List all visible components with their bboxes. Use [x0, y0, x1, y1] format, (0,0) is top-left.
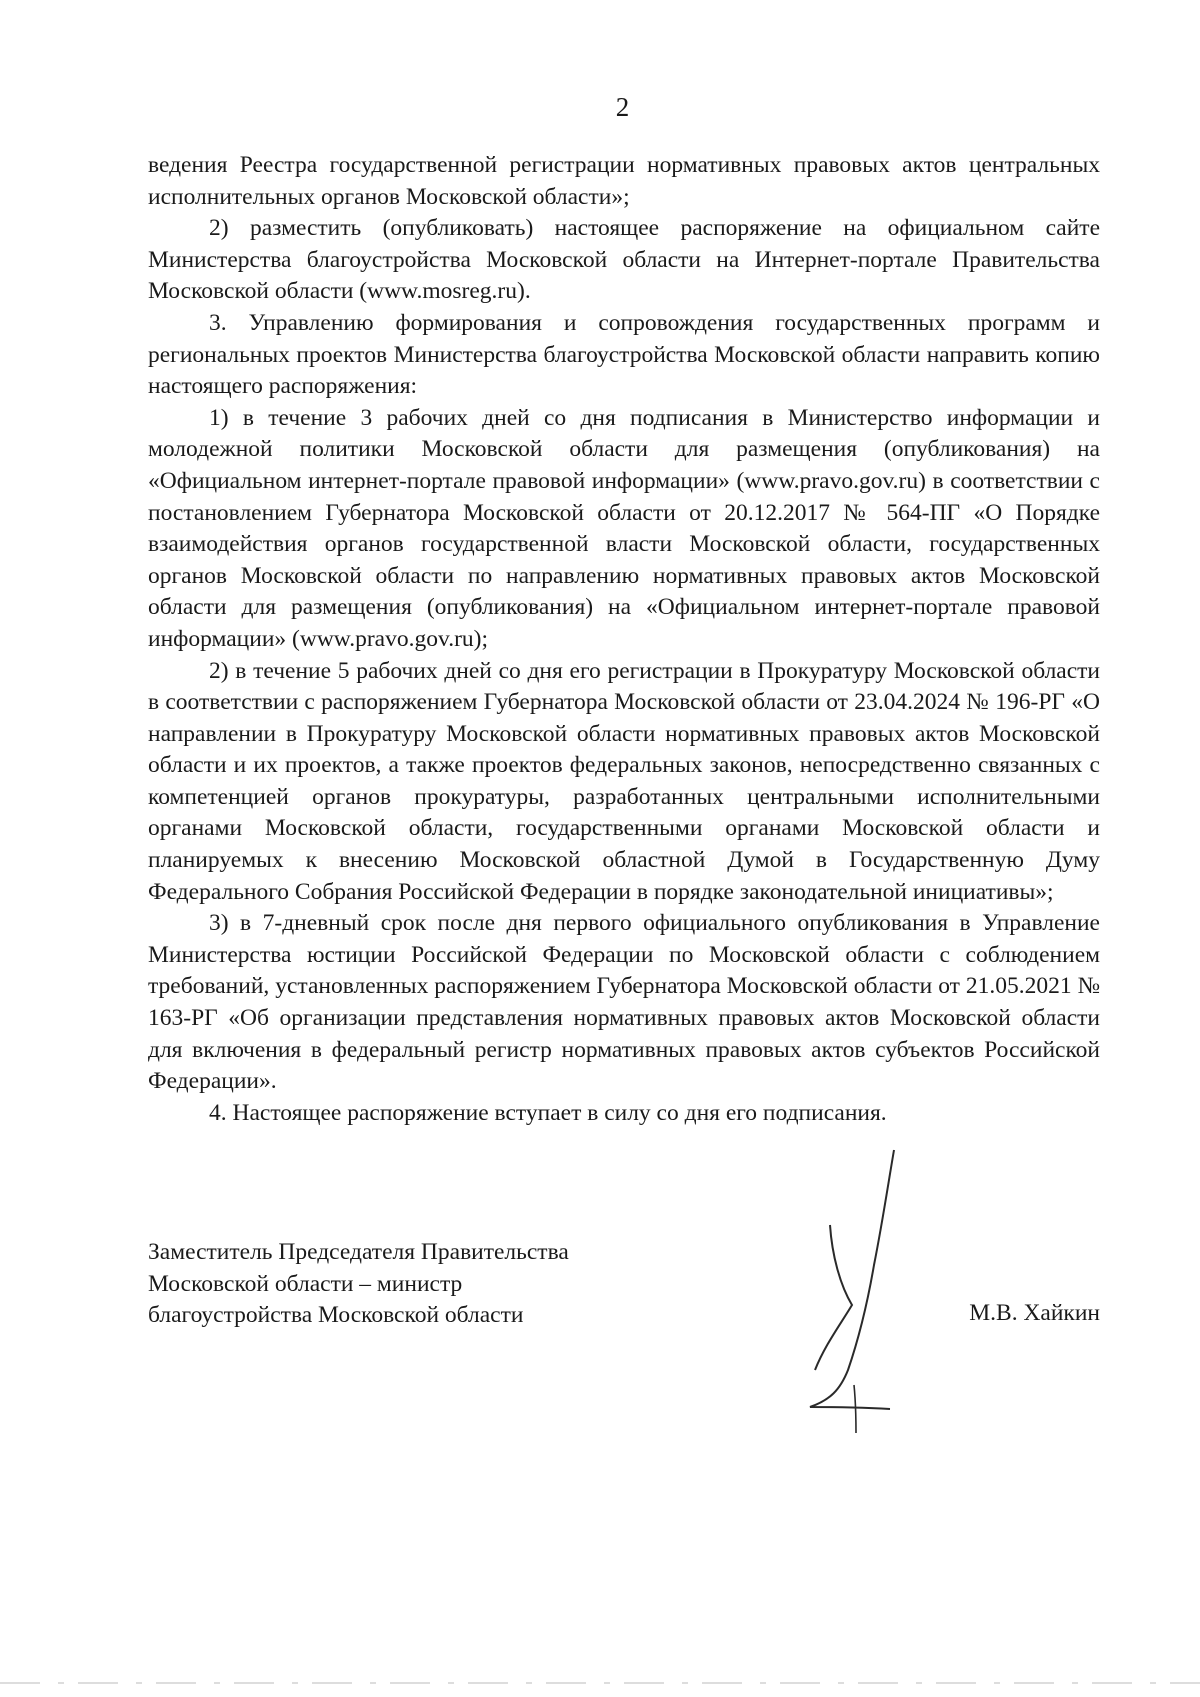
signatory-title-line: Заместитель Председателя Правительства [148, 1239, 569, 1265]
document-body [148, 150, 1100, 1129]
paragraph-item-3: 3) в 7-дневный срок после дня первого официального опубликования в Управление Министерства юстиции Российской Федерации по Московской области с соблюдением требований, установленных распоряжением Губернатора Московской области от 21.05.2021 № 163-РГ «Об организации представления нормативных правовых актов Московской области для включения в федеральный регистр нормативных правовых актов субъектов Российской Федерации». [148, 910, 1100, 1095]
signatory-title-line: Московской области – министр [148, 1270, 463, 1297]
signatory-name: М.В. Хайкин [969, 1300, 1100, 1326]
handwritten-signature [790, 1145, 930, 1435]
signatory-title-line: благоустройства Московской области [148, 1302, 524, 1328]
paragraph-clause-3: 3. Управлению формирования и сопровождения государственных программ и региональных проектов Министерства благоустройства Московской области направить копию настоящего распоряжения: [148, 309, 1100, 400]
paragraph-clause-4: 4. Настоящее распоряжение вступает в силу со дня его подписания. [209, 1099, 887, 1126]
paragraph-item-2: 2) в течение 5 рабочих дней со дня его регистрации в Прокуратуру Московской области в соответствии с распоряжением Губернатора Московской области от 23.04.2024 № 196-РГ «О направлении в Прокуратуру Московской области нормативных правовых актов Московской области и их проектов, а также проектов федеральных законов, непосредственно связанных с компетенцией органов прокуратуры, разработанных центральными исполнительными органами Московской области, государственными органами Московской области и планируемых к внесению Московской областной Думой в Государственную Думу Федерального Собрания Российской Федерации в порядке законодательной инициативы»; [148, 657, 1100, 905]
paragraph-item-publish: 2) разместить (опубликовать) настоящее распоряжение на официальном сайте Министерства благоустройства Московской области на Интернет-портале Правительства Московской области (www.mosreg.ru). [148, 215, 1100, 305]
page-number: 2 [615, 92, 630, 122]
paragraph-continuation: ведения Реестра государственной регистрации нормативных правовых актов центральных исполнительных органов Московской области»; [148, 152, 1100, 210]
paragraph-item-1: 1) в течение 3 рабочих дней со дня подписания в Министерство информации и молодежной политики Московской области для размещения (опубликования) на «Официальном интернет-портале правовой информации» (www.pravo.gov.ru) в соответствии с постановлением Губернатора Московской области от 20.12.2017 № 564-ПГ «О Порядке взаимодействия органов государственной власти Московской области, государственных органов Московской области по направлению нормативных правовых актов Московской области для размещения (опубликования) на «Официальном интернет-портале правовой информации» (www.pravo.gov.ru); [148, 404, 1100, 652]
signatory-title [148, 1237, 569, 1332]
scan-edge-artifact [0, 1679, 1200, 1687]
